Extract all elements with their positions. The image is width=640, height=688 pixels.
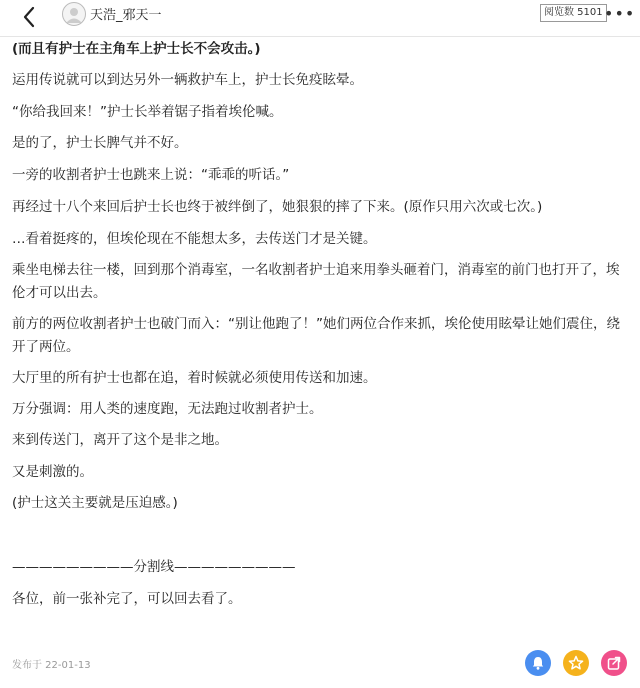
paragraph: (护士这关主要就是压迫感。) [12,495,178,511]
paragraph: 再经过十八个来回后护士长也终于被绊倒了，她狠狠的摔了下来。(原作只用六次或七次。) [12,199,543,215]
paragraph: 大厅里的所有护士也都在追，着时候就必须使用传送和加速。 [12,370,377,386]
avatar[interactable] [62,2,86,26]
view-count-badge: 阅览数 5101 [540,4,607,22]
publish-date: 发布于 22-01-13 [12,660,91,671]
divider-line-text: —————————分割线————————— [12,559,296,575]
paragraph: …看着挺疼的，但埃伦现在不能想太多，去传送门才是关键。 [12,231,377,247]
paragraph: 一旁的收割者护士也跳来上说：“乖乖的听话。” [12,167,290,183]
paragraph: 是的了，护士长脾气并不好。 [12,135,188,151]
share-icon [606,655,622,671]
paragraph: 各位，前一张补完了，可以回去看了。 [12,591,242,607]
paragraph: 来到传送门，离开了这个是非之地。 [12,432,228,448]
top-bar [0,0,640,37]
paragraph: 运用传说就可以到达另外一辆救护车上，护士长免疫眩晕。 [12,72,363,88]
favorite-button[interactable] [563,650,589,676]
username[interactable]: 天浩_邪天一 [90,8,162,23]
paragraph: (而且有护士在主角车上护士长不会攻击。) [12,41,261,57]
paragraph: “你给我回来！”护士长举着锯子指着埃伦喊。 [12,104,283,120]
paragraph: 万分强调：用人类的速度跑，无法跑过收割者护士。 [12,401,323,417]
bell-icon [530,655,546,671]
star-icon [568,655,584,671]
back-arrow-icon[interactable] [20,5,40,29]
paragraph: 乘坐电梯去往一楼，回到那个消毒室，一名收割者护士追来用拳头砸着门，消毒室的前门也打开了，埃伦才可以出去。 [12,262,620,301]
share-button[interactable] [601,650,627,676]
more-options-icon[interactable]: ••• [604,4,636,23]
paragraph: 前方的两位收割者护士也破门而入：“别让他跑了！”她们两位合作来抓，埃伦使用眩晕让她们震住，绕开了两位。 [12,316,620,355]
paragraph: 又是刺激的。 [12,464,93,480]
subscribe-button[interactable] [525,650,551,676]
